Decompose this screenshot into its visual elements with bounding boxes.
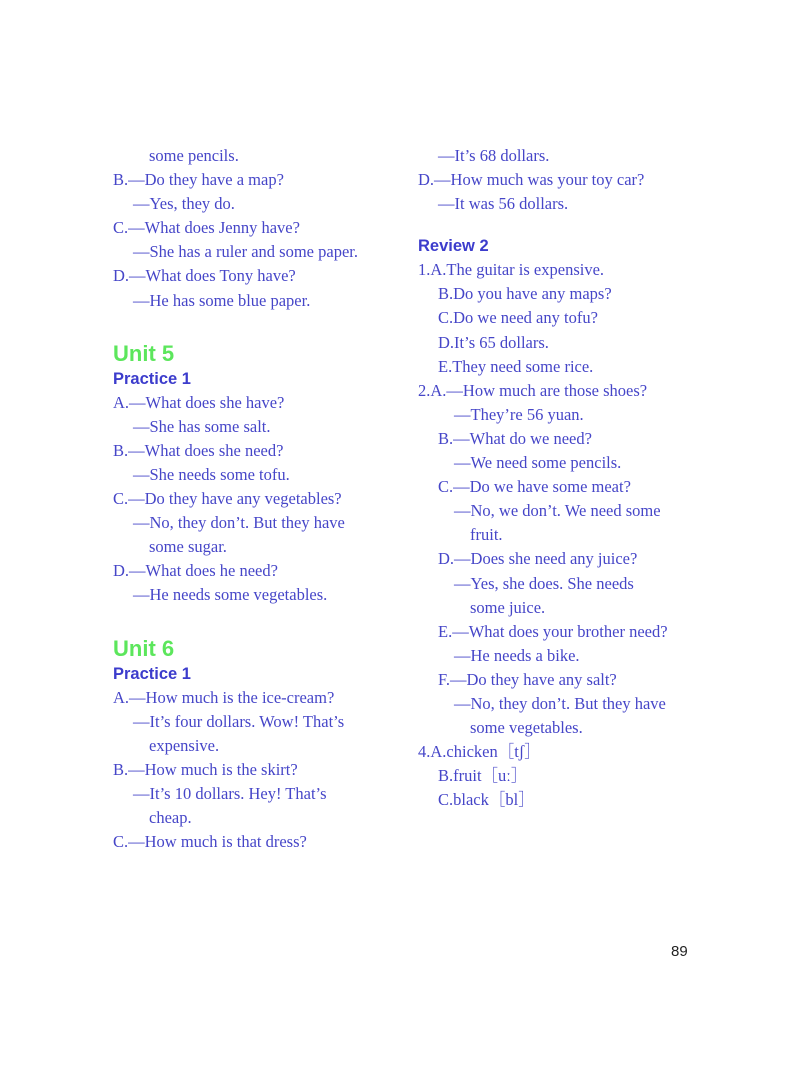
answer-line: —No, they don’t. But they have (133, 513, 345, 533)
answer-line: A.—How much is the ice-cream? (113, 687, 335, 707)
answer-line: —It was 56 dollars. (438, 194, 569, 214)
unit-5-title: Unit 5 (113, 340, 175, 366)
answer-line: —It’s 10 dollars. Hey! That’s (133, 783, 327, 803)
answer-line: —She has some salt. (133, 416, 271, 436)
answer-line: B.—What does she need? (113, 440, 284, 460)
unit-6-practice-heading: Practice 1 (113, 664, 191, 683)
unit-6-title: Unit 6 (113, 635, 175, 661)
answer-line: 4.A.chicken［tʃ］ (418, 742, 541, 762)
answer-line: D.—What does he need? (113, 561, 278, 581)
answer-line: D.—Does she need any juice? (438, 549, 638, 569)
answer-line: some pencils. (149, 146, 239, 165)
answer-line: cheap. (149, 807, 192, 827)
review-2-heading: Review 2 (418, 237, 489, 256)
answer-line: —She has a ruler and some paper. (133, 242, 358, 262)
answer-line: —No, they don’t. But they have (454, 693, 666, 713)
answer-line: A.—What does she have? (113, 392, 285, 412)
answer-line: —It’s 68 dollars. (438, 146, 550, 165)
answer-line: D.—How much was your toy car? (418, 170, 645, 190)
answer-line: —We need some pencils. (454, 453, 622, 473)
left-column (113, 144, 403, 854)
answer-line: B.—What do we need? (438, 428, 592, 448)
page-number: 89 (671, 943, 688, 960)
answer-line: C.—Do we have some meat? (438, 477, 631, 497)
answer-line: F.—Do they have any salt? (438, 669, 617, 689)
answer-line: —Yes, she does. She needs (454, 573, 634, 593)
answer-line: D.—What does Tony have? (113, 266, 296, 286)
answer-line: C.black［bl］ (438, 790, 535, 810)
answer-line: E.They need some rice. (438, 356, 594, 376)
answer-line: B.—Do they have a map? (113, 170, 284, 190)
answer-line: D.It’s 65 dollars. (438, 332, 549, 352)
answer-line: E.—What does your brother need? (438, 621, 668, 641)
answer-line: —He needs a bike. (454, 645, 580, 665)
answer-line: 2.A.—How much are those shoes? (418, 380, 648, 400)
answer-line: —He needs some vegetables. (133, 585, 328, 605)
answer-line: B.fruit［uː］ (438, 766, 528, 786)
answer-line: B.Do you have any maps? (438, 284, 612, 304)
answer-line: —She needs some tofu. (133, 464, 290, 484)
answer-line: some juice. (470, 597, 546, 617)
unit-5-practice-heading: Practice 1 (113, 369, 191, 388)
answer-line: fruit. (470, 525, 503, 545)
answer-line: B.—How much is the skirt? (113, 759, 298, 779)
answer-line: —No, we don’t. We need some (454, 501, 661, 521)
answer-line: C.—How much is that dress? (113, 832, 307, 852)
answer-line: —It’s four dollars. Wow! That’s (133, 711, 345, 731)
right-column (418, 144, 708, 812)
answer-line: —He has some blue paper. (133, 290, 311, 310)
answer-line: some vegetables. (470, 718, 583, 738)
answer-line: —They’re 56 yuan. (454, 404, 584, 424)
answer-line: 1.A.The guitar is expensive. (418, 260, 605, 280)
answer-line: some sugar. (149, 537, 227, 557)
answer-line: C.—What does Jenny have? (113, 218, 300, 238)
answer-line: expensive. (149, 735, 220, 755)
answer-line: C.—Do they have any vegetables? (113, 489, 342, 509)
answer-line: —Yes, they do. (133, 194, 235, 214)
answer-line: C.Do we need any tofu? (438, 308, 598, 328)
